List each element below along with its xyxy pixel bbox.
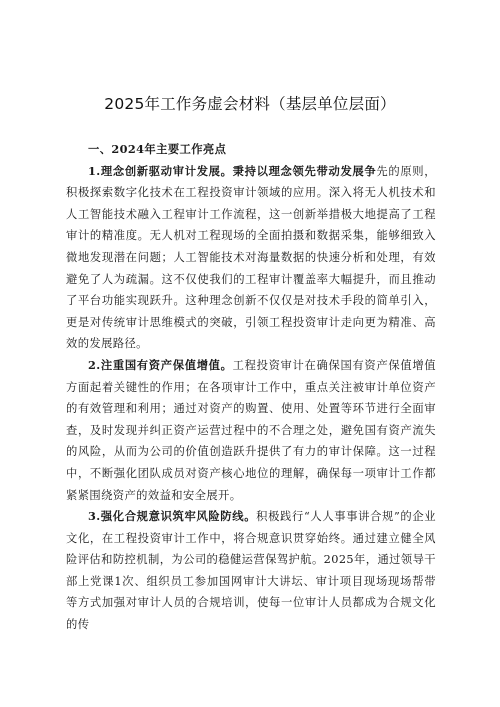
paragraph-2 <box>66 355 436 506</box>
paragraph-2-text: 工程投资审计在确保国有资产保值增值方面起着关键性的作用；在各项审计工作中，重点关注被审计单位资产的有效管理和利用；通过对资产的购置、使用、处置等环节进行全面审查，及时发现并纠正资产运营过程中的不合理之处，避免国有资产流失的风险，从而为公司的价值创造跃升提供了有力的审计保障。这一过程中，不断强化团队成员对资产核心地位的理解，确保每一项审计工作都紧紧围绕资产的效益和安全展开。 <box>66 358 436 502</box>
paragraph-3-lead: 3.强化合规意识筑牢风险防线。 <box>88 509 257 524</box>
paragraph-3 <box>66 506 436 636</box>
paragraph-1 <box>66 161 436 355</box>
paragraph-1-lead: 1.理念创新驱动审计发展。 <box>88 163 233 178</box>
section-heading: 一、2024年主要工作亮点 <box>88 142 227 156</box>
paragraph-1-emphasis: 秉持以理念领先带动发展争 <box>232 163 377 178</box>
paragraph-1-text: 先的原则，积极探索数字化技术在工程投资审计领域的应用。深入将无人机技术和人工智能技术融入工程审计工作流程，这一创新举措极大地提高了工程审计的精准度。无人机对工程现场的全面拍摄和数据采集，能够细致入微地发现潜在问题；人工智能技术对海量数据的快速分析和处理，有效避免了人为疏漏。这不仅使我们的工程审计覆盖率大幅提升，而且推动了平台功能实现跃升。这种理念创新不仅仅是对技术手段的简单引入，更是对传统审计思维模式的突破，引领工程投资审计走向更为精准、高效的发展路径。 <box>66 164 436 351</box>
document-body <box>66 139 436 636</box>
paragraph-3-text: 积极践行“人人事事讲合规”的企业文化，在工程投资审计工作中，将合规意识贯穿始终。通过建立健全风险评估和防控机制，为公司的稳健运营保驾护航。2025年，通过领导干部上党课1次、组织员工参加国网审计大讲坛、审计项目现场现场帮带等方式加强对审计人员的合规培训，使每一位审计人员都成为合规文化的传 <box>66 510 437 632</box>
document-title: 2025年工作务虚会材料（基层单位层面） <box>104 95 396 113</box>
paragraph-2-lead: 2.注重国有资产保值增值。 <box>88 357 233 372</box>
